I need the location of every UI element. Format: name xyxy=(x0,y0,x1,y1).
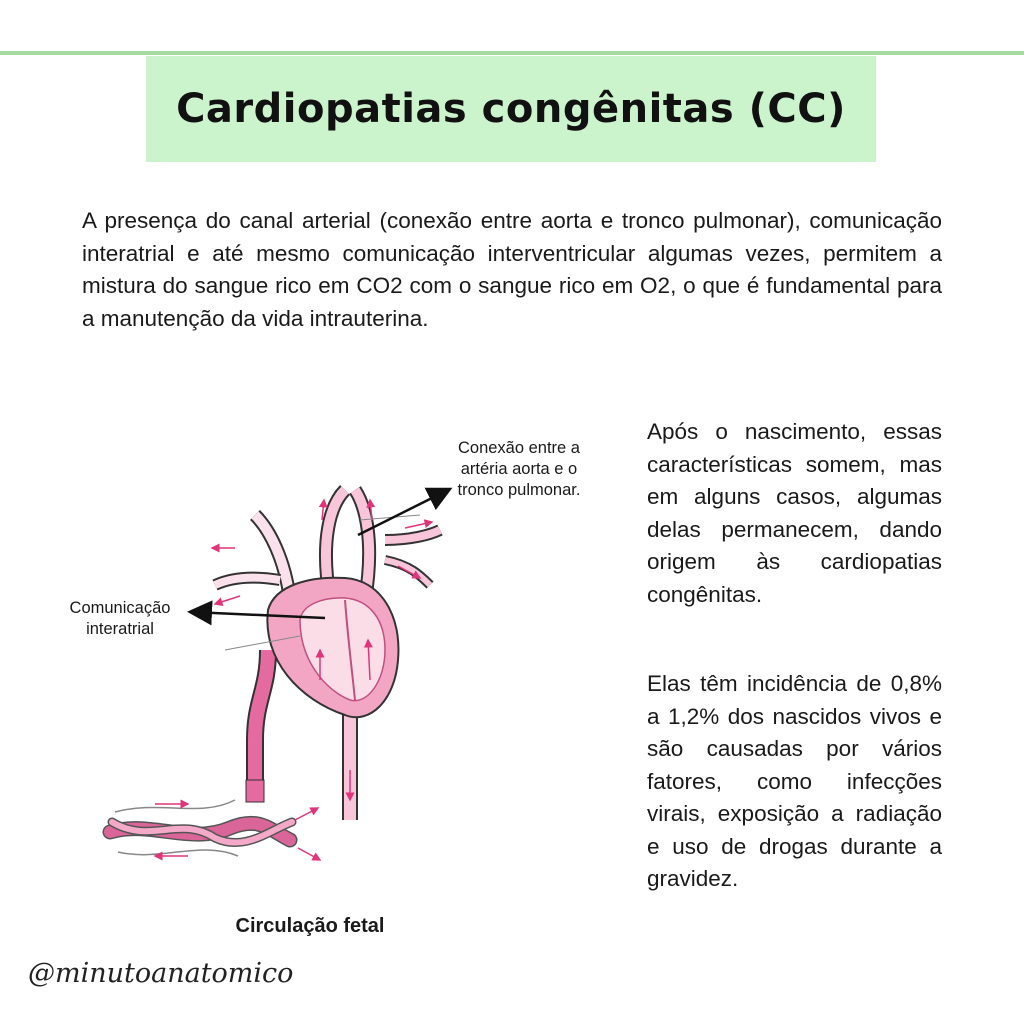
accent-top-line xyxy=(0,51,1024,55)
label-ductus-arteriosus: Conexão entre a artéria aorta e o tronco pulmonar. xyxy=(457,439,581,499)
author-handle[interactable]: @minutoanatomico xyxy=(28,958,294,989)
title-banner xyxy=(146,56,876,162)
label-interatrial-communication: Comunicação interatrial xyxy=(69,599,171,638)
side-paragraph-after-birth: Após o nascimento, essas características somem, mas em alguns casos, algumas delas permanecem, dando origem às cardiopatias congênitas. xyxy=(647,419,942,607)
page-title: Cardiopatias congênitas (CC) xyxy=(176,86,846,132)
figure-caption: Circulação fetal xyxy=(235,915,385,937)
intro-paragraph: A presença do canal arterial (conexão entre aorta e tronco pulmonar), comunicação interatrial e até mesmo comunicação interventricular algumas vezes, permitem a mistura do sangue rico em CO2 com o sangue rico em O2, o que é fundamental para a manutenção da vida intrauterina. xyxy=(82,208,942,331)
umbilical-cord xyxy=(110,800,320,860)
side-paragraph-incidence: Elas têm incidência de 0,8% a 1,2% dos nascidos vivos e são causadas por vários fatores, como infecções virais, exposição a radiação e uso de drogas durante a gravidez. xyxy=(647,671,942,891)
inferior-vena-cava xyxy=(246,650,268,802)
